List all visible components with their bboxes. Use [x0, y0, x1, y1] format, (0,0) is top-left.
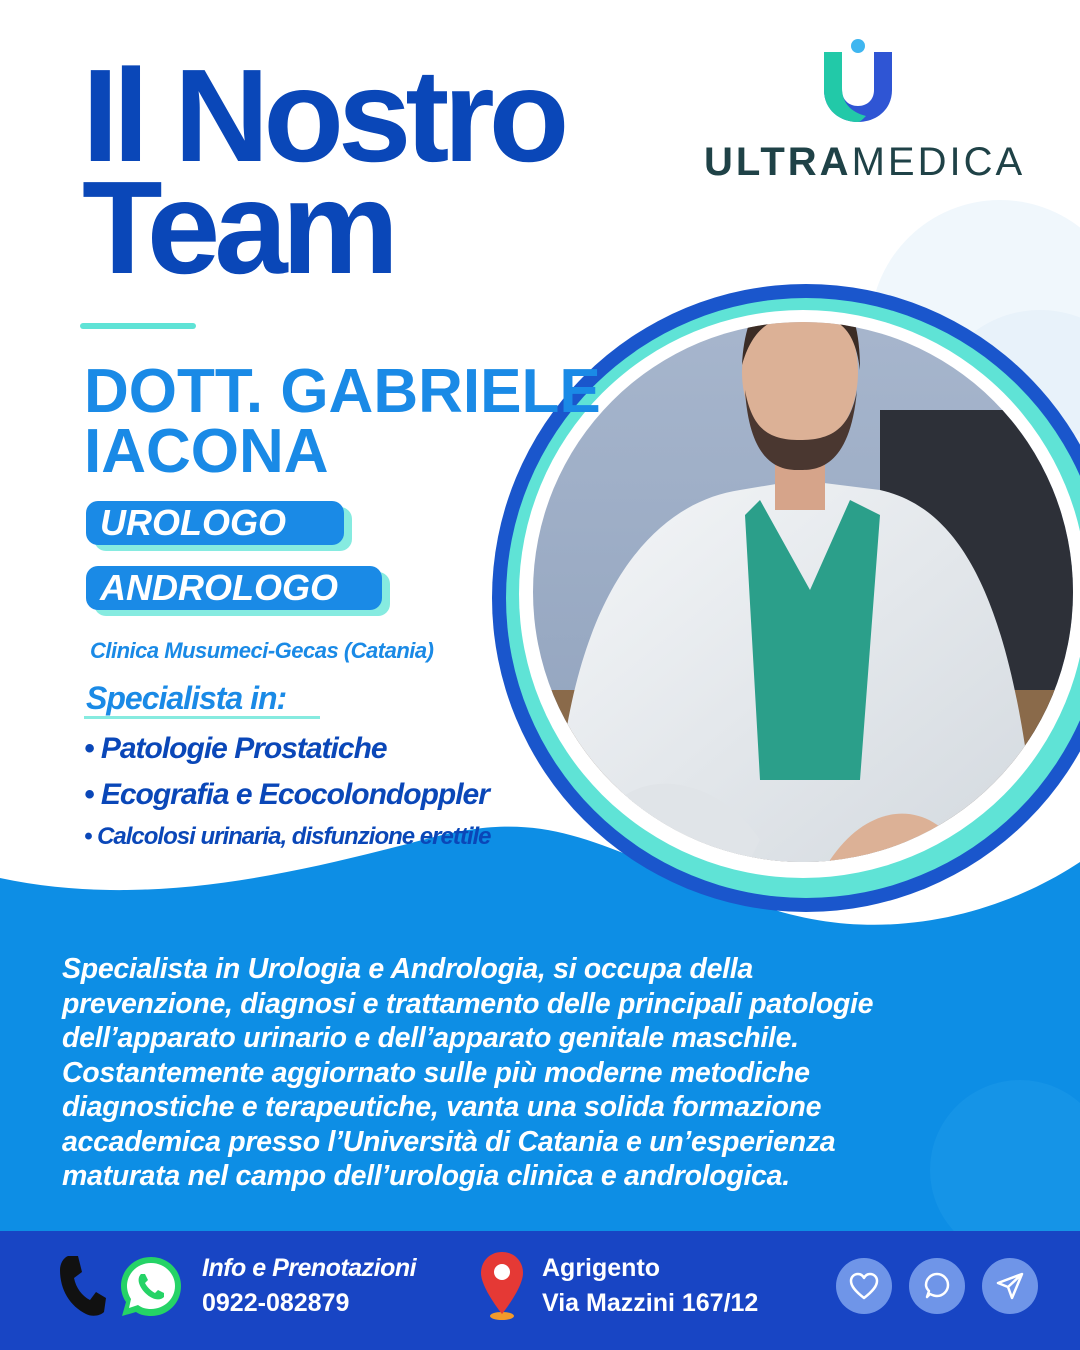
title-divider: [80, 323, 196, 329]
title-line-2: Team: [82, 154, 394, 301]
clinic-name: Clinica Musumeci-Gecas (Catania): [90, 638, 434, 663]
specialty-item: • Calcolosi urinaria, disfunzione erettile: [84, 823, 491, 850]
share-icon: [995, 1271, 1025, 1301]
brand-name: ULTRAMEDICA: [704, 140, 1026, 184]
phone-icon: [56, 1254, 108, 1318]
comment-button[interactable]: [909, 1258, 965, 1314]
location-pin-icon: [478, 1250, 526, 1322]
role-badge-urologo: UROLOGO: [86, 501, 344, 545]
specialty-item: • Ecografia e Ecocolondoppler: [84, 778, 489, 811]
contact-label: Info e Prenotazioni: [202, 1254, 417, 1282]
specialist-heading: Specialista in:: [86, 680, 287, 716]
page-title: [82, 42, 564, 301]
description-text: Specialista in Urologia e Andrologia, si occupa della prevenzione, diagnosi e trattamento delle principali patologie dell’apparato urinario e dell’apparato genitale maschile. Costantemente aggiornato sulle più moderne metodiche diagnostiche e terapeutiche, vanta una solida formazione accademica presso l’Università di Catania e un’esperienza maturata nel campo dell’urologia clinica e andrologica.: [62, 953, 874, 1192]
like-button[interactable]: [836, 1258, 892, 1314]
location-address: Via Mazzini 167/12: [542, 1289, 759, 1317]
heart-icon: [849, 1272, 879, 1300]
ultramedica-logo-icon: [820, 38, 896, 124]
doctor-name: DOTT. GABRIELE IACONA: [84, 357, 601, 486]
location-city: Agrigento: [542, 1254, 661, 1282]
title-line-1: Il Nostro: [82, 42, 564, 189]
share-button[interactable]: [982, 1258, 1038, 1314]
comment-icon: [921, 1270, 953, 1302]
whatsapp-icon[interactable]: [118, 1254, 184, 1320]
role-badge-andrologo: ANDROLOGO: [86, 566, 382, 610]
specialty-item: • Patologie Prostatiche: [84, 732, 387, 765]
contact-phone[interactable]: 0922-082879: [202, 1289, 350, 1317]
specialist-underline: [84, 716, 320, 719]
